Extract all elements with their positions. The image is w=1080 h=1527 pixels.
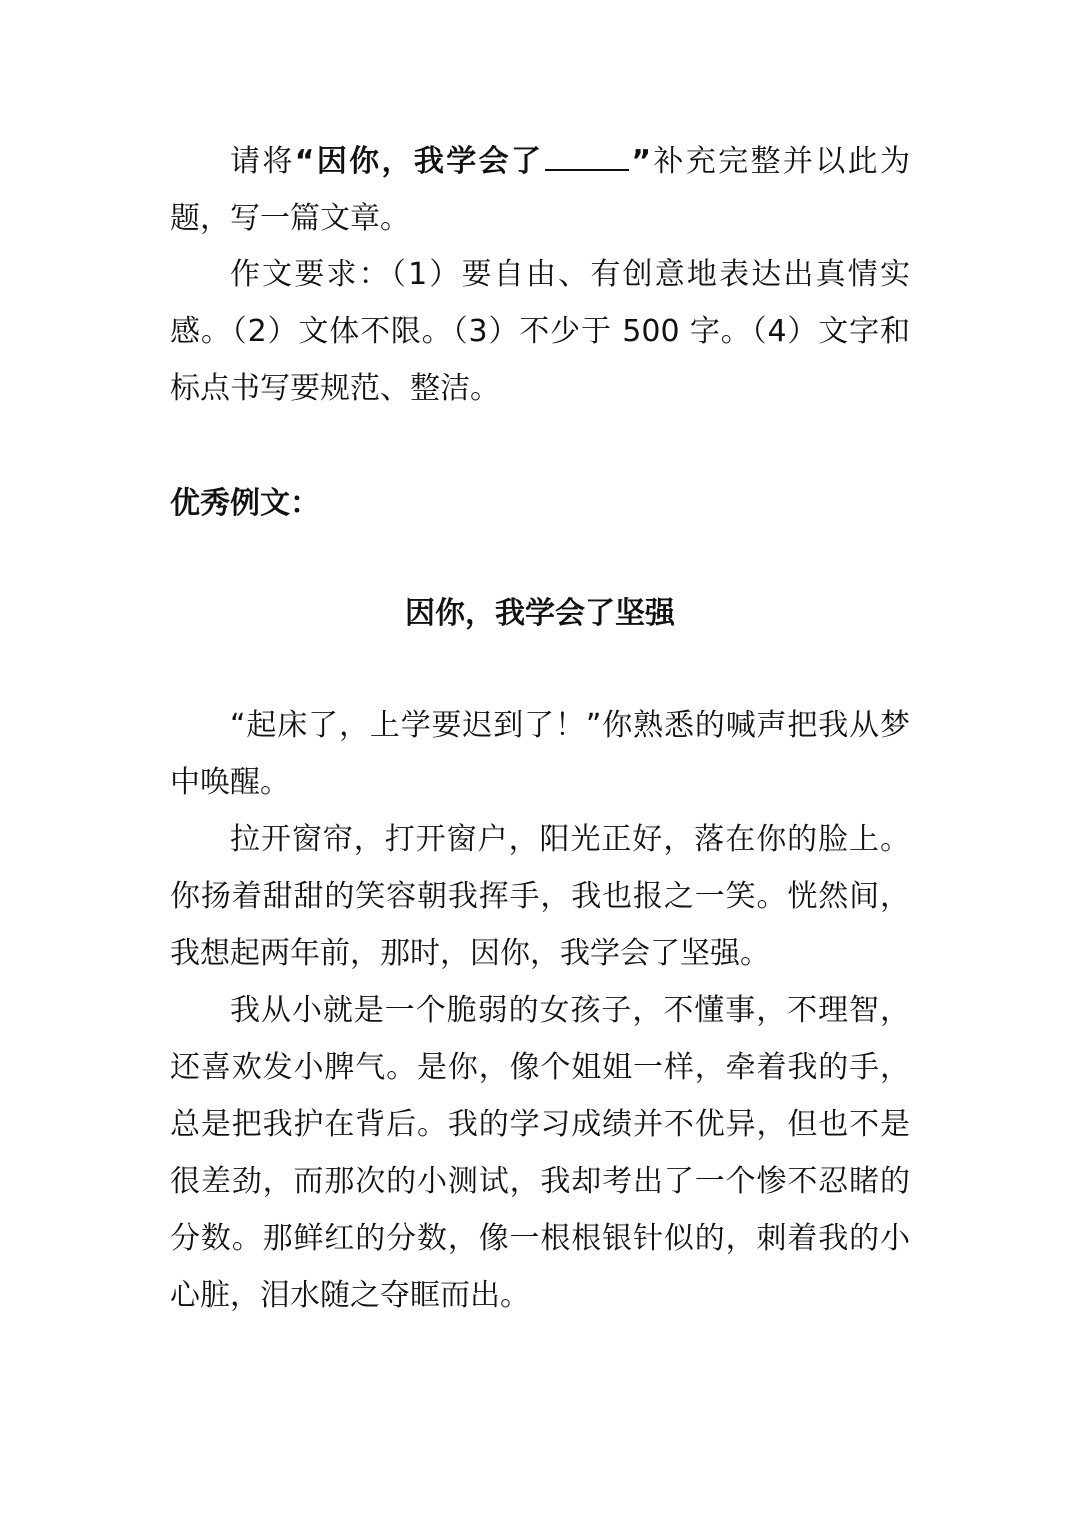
prompt-paragraph (170, 133, 910, 247)
prompt-prefix: 请将 (230, 144, 295, 179)
example-heading: 优秀例文： (170, 486, 320, 521)
fill-in-blank (545, 141, 629, 171)
essay-paragraph: 拉开窗帘，打开窗户，阳光正好，落在你的脸上。你扬着甜甜的笑容朝我挥手，我也报之一笑。恍然间，我想起两年前，那时，因你，我学会了坚强。 (170, 822, 910, 971)
prompt-suffix: 补充完整并以此为题，写一篇文章。 (170, 144, 911, 236)
prompt-open-quote: “ (294, 144, 315, 179)
prompt-topic: 因你，我学会了 (314, 144, 544, 179)
essay-paragraph: “起床了，上学要迟到了！”你熟悉的喊声把我从梦中唤醒。 (170, 708, 910, 800)
essay-paragraph: 我从小就是一个脆弱的女孩子，不懂事，不理智，还喜欢发小脾气。是你，像个姐姐一样，牵着我的手，总是把我护在背后。我的学习成绩并不优异，但也不是很差劲，而那次的小测试，我却考出了一个惨不忍睹的分数。那鲜红的分数，像一根根银针似的，刺着我的小心脏，泪水随之夺眶而出。 (170, 993, 910, 1313)
prompt-close-quote: ” (631, 144, 652, 179)
requirements-paragraph: 作文要求：（1）要自由、有创意地表达出真情实感。（2）文体不限。（3）不少于 500 字。（4）文字和标点书写要规范、整洁。 (170, 257, 910, 406)
essay-title: 因你，我学会了坚强 (405, 596, 675, 631)
